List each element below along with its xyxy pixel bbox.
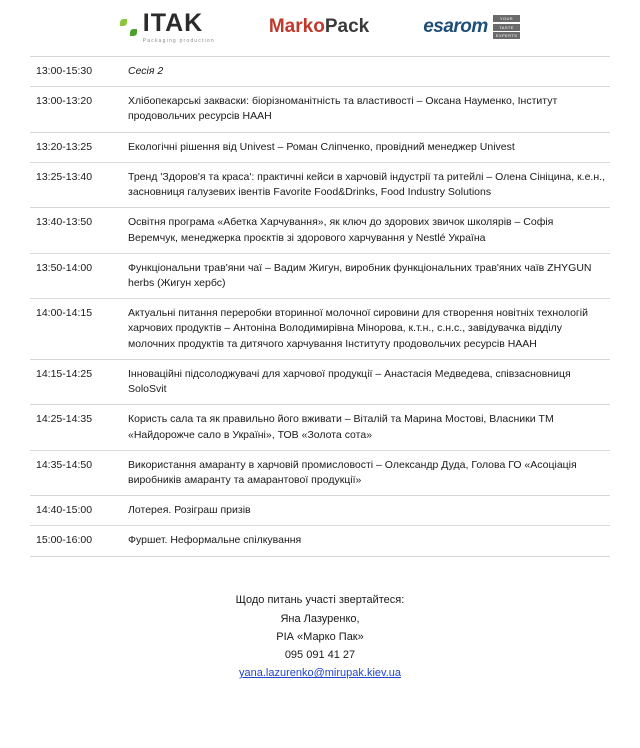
schedule-row — [30, 450, 610, 495]
schedule-row-time: 14:15-14:25 — [36, 367, 93, 380]
schedule-row-time: 14:00-14:15 — [36, 307, 93, 320]
schedule-row — [30, 162, 610, 207]
schedule-row-time: 14:40-15:00 — [36, 504, 93, 517]
schedule-row-description: Сесія 2 — [128, 65, 164, 77]
schedule-row — [30, 87, 610, 132]
schedule-row-description: Актуальні питання переробки вторинної молочної сировини для створення новітніх технологій харчових продуктів – Антоніна Володимирівна Мінорова, к.т.н., с.н.с., завідувачка відділу молочних продуктів та дитячого харчування Інституту продовольчих ресурсів НААН — [128, 307, 588, 350]
schedule-row-description: Функціональни трав'яни чаї – Вадим Жигун, виробник функціональних трав'яних чаїв ZHYGUN herbs (Жигун хербс) — [128, 261, 592, 289]
schedule-table — [30, 56, 610, 557]
schedule-row-time: 13:20-13:25 — [36, 140, 93, 153]
schedule-row — [30, 405, 610, 450]
contacts-person: Яна Лазуренко, — [280, 612, 360, 625]
schedule-row-time: 14:35-14:50 — [36, 458, 93, 471]
schedule-row — [30, 496, 610, 526]
schedule-row — [30, 299, 610, 360]
schedule-row-time: 15:00-16:00 — [36, 534, 93, 547]
contacts-company: РІА «Марко Пак» — [276, 630, 364, 643]
schedule-row-description: Інноваційні підсолоджувачі для харчової продукції – Анастасія Медведева, співзасновниця SoloSvit — [128, 367, 571, 396]
leaf-icon — [120, 19, 137, 36]
schedule-row-description: Використання амаранту в харчовій промисловості – Олександр Дуда, Голова ГО «Асоціація виробників амаранту та амарантової продукції» — [128, 458, 577, 486]
schedule-row — [30, 359, 610, 404]
schedule-row-description: Екологічні рішення від Univest – Роман Сліпченко, провідний менеджер Univest — [128, 140, 515, 153]
contacts-email-link[interactable]: yana.lazurenko@mirupak.kiev.ua — [239, 667, 401, 680]
esarom-badge-line-3: EXPERTS — [493, 32, 520, 39]
itak-logo — [120, 8, 215, 44]
schedule-row — [30, 526, 610, 556]
markopack-logo-text-secondary: Pack — [324, 16, 370, 37]
esarom-badge-line-1: YOUR — [493, 15, 520, 22]
schedule-row-description: Тренд 'Здоров'я та краса': практичні кейси в харчовій індустрії та ритейлі – Олена Сініцина, к.е.н., засновниця галузевих івентів Favorite Food&Drinks, Food Industry Solutions — [128, 170, 605, 199]
contacts-phone: 095 091 41 27 — [284, 649, 356, 662]
schedule-row — [30, 132, 610, 162]
markopack-logo — [269, 16, 369, 38]
contacts-block — [0, 591, 640, 683]
schedule-row — [30, 57, 610, 87]
markopack-logo-text-primary: Marko — [268, 16, 325, 37]
schedule-row-time: 13:25-13:40 — [36, 170, 93, 183]
schedule-row-description: Лотерея. Розіграш призів — [128, 504, 251, 517]
sponsor-logo-strip — [0, 0, 640, 50]
schedule-row-time: 13:50-14:00 — [36, 261, 93, 274]
itak-logo-subtitle: Packaging production — [142, 37, 215, 44]
schedule-row — [30, 253, 610, 298]
contacts-lead: Щодо питань участі звертайтеся: — [235, 593, 405, 606]
schedule-row-time: 13:00-13:20 — [36, 95, 93, 108]
esarom-badge-line-2: TASTE — [493, 24, 520, 31]
schedule-row-time: 13:40-13:50 — [36, 216, 93, 229]
itak-logo-text: ITAK — [142, 8, 204, 37]
schedule-row-time: 14:25-14:35 — [36, 413, 93, 426]
schedule-row-description: Користь сала та як правильно його вживати – Віталій та Марина Мостові, Власники ТМ «Найдорожче сало в Україні», ТОВ «Золота сота» — [128, 413, 554, 441]
schedule-row-description: Фуршет. Неформальне спілкування — [128, 534, 302, 547]
esarom-logo-badge — [493, 15, 520, 39]
schedule-row-time: 13:00-15:30 — [36, 65, 93, 77]
schedule-row — [30, 208, 610, 253]
esarom-logo-text: esarom — [423, 16, 488, 37]
schedule-row-description: Освітня програма «Абетка Харчування», як ключ до здорових звичок школярів – Софія Веремчук, менеджерка проєктів зі здорового харчування у Nestlé Україна — [128, 216, 554, 244]
esarom-logo — [423, 15, 520, 39]
schedule-row-description: Хлібопекарські закваски: біорізноманітність та властивості – Оксана Науменко, Інститут продовольчих ресурсів НААН — [128, 95, 558, 123]
